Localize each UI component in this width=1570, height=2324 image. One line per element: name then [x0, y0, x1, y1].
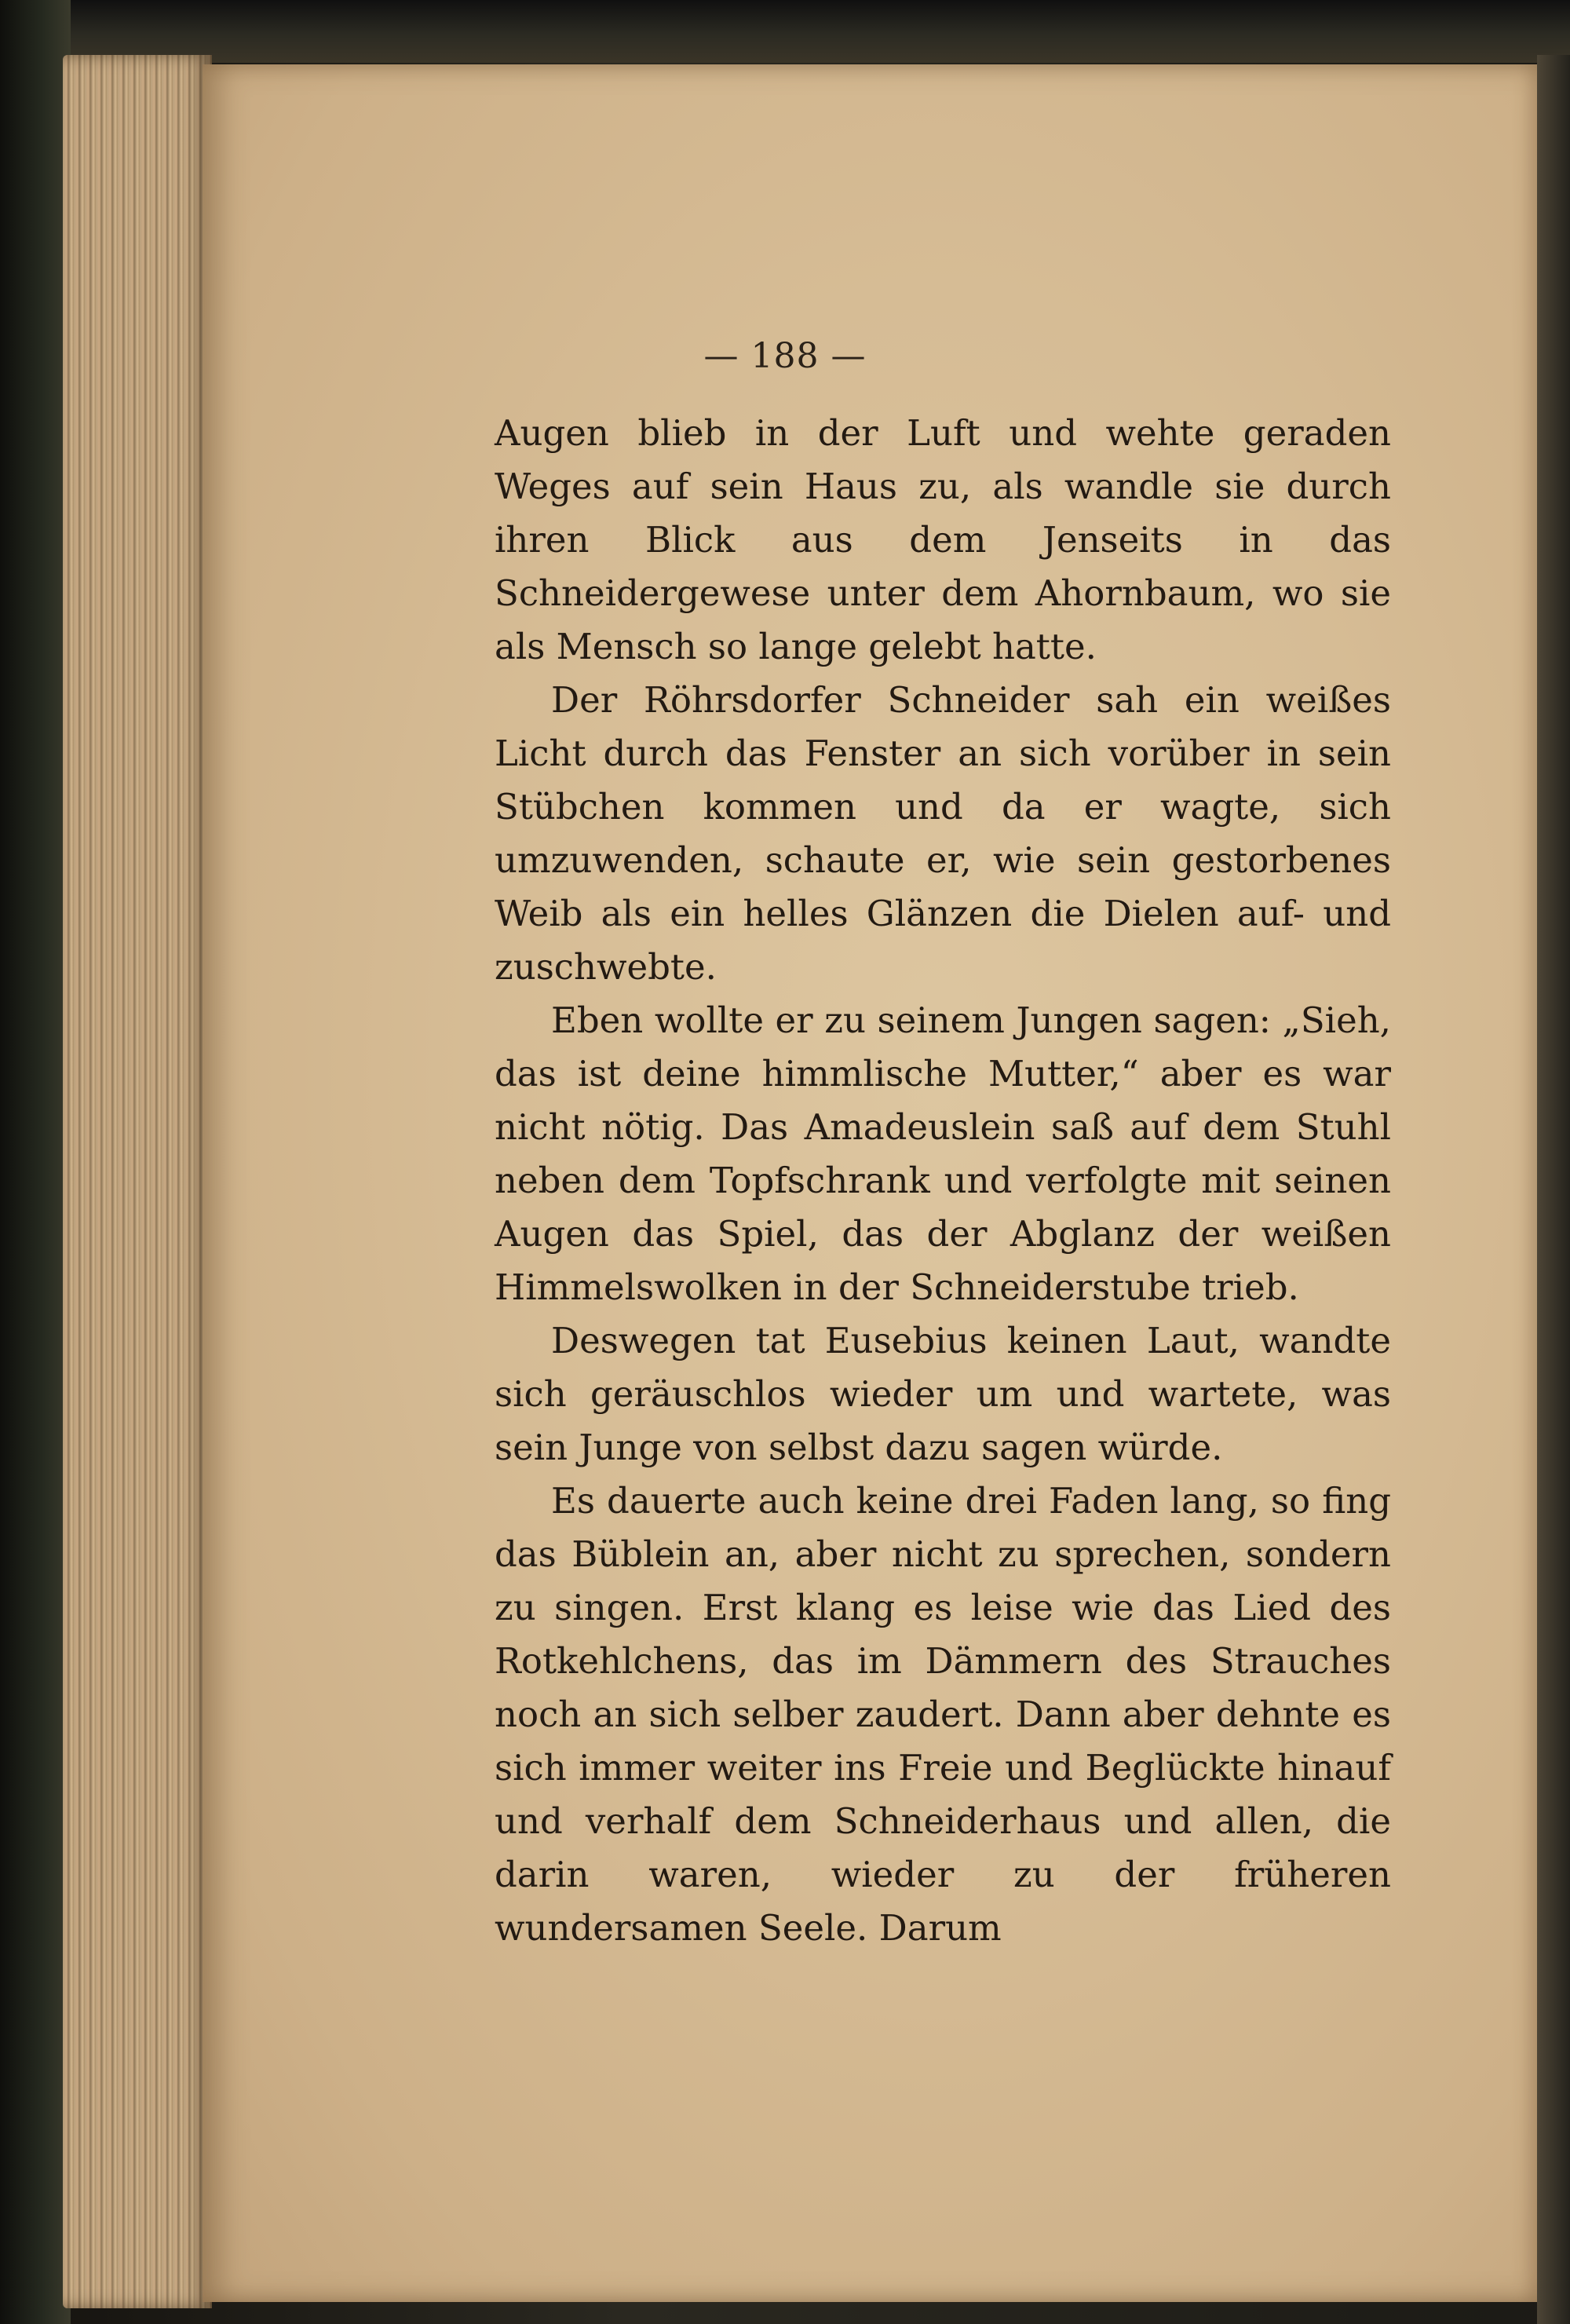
paragraph: Augen blieb in der Luft und wehte geraden Weges auf sein Haus zu, als wandle sie durch ihren Blick aus dem Jenseits in das Schneidergewese unter dem Ahornbaum, wo sie als Mensch so lange gelebt hatte. [495, 412, 1391, 667]
paragraph: Der Röhrsdorfer Schneider sah ein weißes Licht durch das Fenster an sich vorüber in sein Stübchen kommen und da er wagte, sich umzuwenden, schaute er, wie sein gestorbenes Weib als ein helles Glänzen die Dielen auf- und zuschwebte. [495, 679, 1391, 988]
paragraph: Deswegen tat Eusebius keinen Laut, wandte sich geräuschlos wieder um und wartete, was sein Junge von selbst dazu sagen würde. [495, 1320, 1391, 1468]
paragraph: Es dauerte auch keine drei Faden lang, so fing das Büblein an, aber nicht zu sprechen, sondern zu singen. Erst klang es leise wie das Lied des Rotkehlchens, das im Dämmern des Strauches noch an sich selber zaudert. Dann aber dehnte es sich immer weiter ins Freie und Beglückte hinauf und verhalf dem Schneiderhaus und allen, die darin waren, wieder zu der früheren wundersamen Seele. Darum [495, 1480, 1391, 1949]
book-top-edge [0, 0, 1570, 63]
body-text [495, 407, 1391, 1955]
paragraph: Eben wollte er zu seinem Jungen sagen: „Sieh, das ist deine himmlische Mutter,“ aber es war nicht nötig. Das Amadeuslein saß auf dem Stuhl neben dem Topfschrank und verfolgte mit seinen Augen das Spiel, das der Abglanz der weißen Himmelswolken in der Schneiderstube trieb. [495, 999, 1391, 1308]
background-right [1537, 55, 1570, 2324]
page-stack-edge [63, 55, 212, 2308]
page-number: — 188 — [703, 336, 867, 376]
